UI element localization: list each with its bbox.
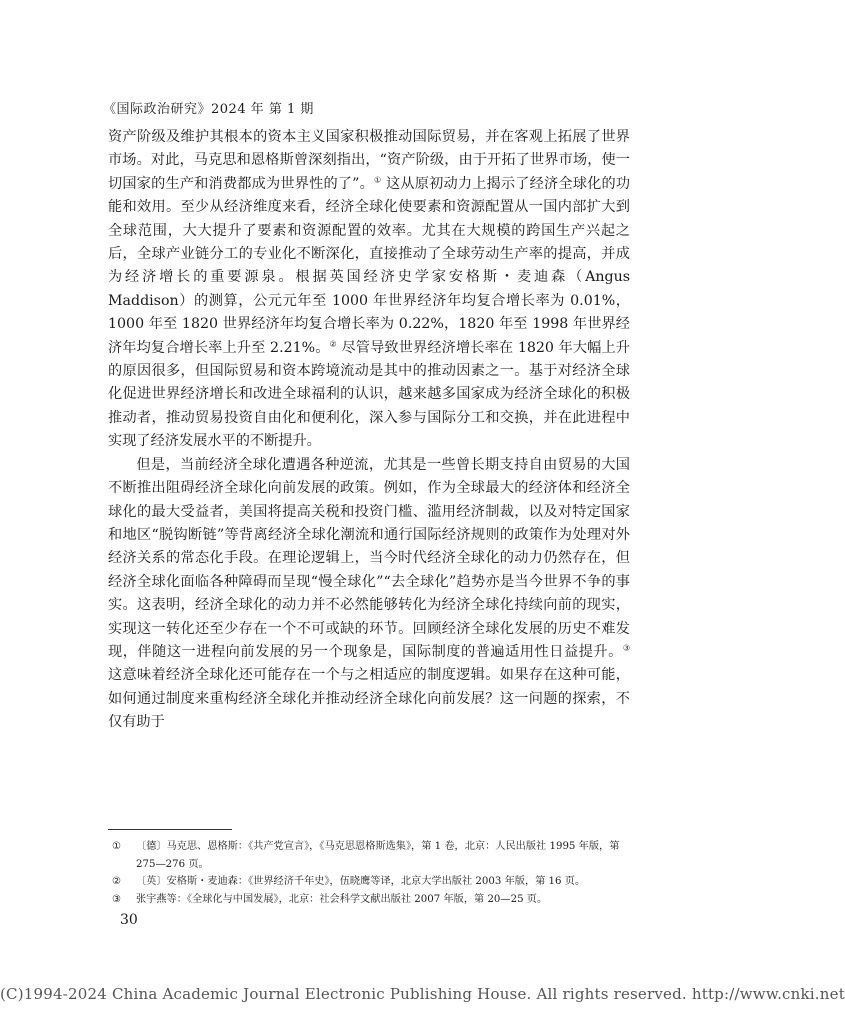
copyright-notice: (C)1994-2024 China Academic Journal Electronic Publishing House. All rights reserved. http://www.cnki.net	[0, 985, 845, 1003]
footnote-mark: ①	[112, 841, 122, 852]
paragraph-text: 尽管导致世界经济增长率在 1820 年大幅上升的原因很多，但国际贸易和资本跨境流动是其中的推动因素之一。基于对经济全球化促进世界经济增长和改进全球福利的认识，越来越多国家成为经济全球化的积极推动者，推动贸易投资自由化和便利化，深入参与国际分工和交换，并在此进程中实现了经济发展水平的不断提升。	[108, 339, 630, 450]
footnote-divider	[108, 829, 232, 830]
body-text	[108, 126, 630, 735]
paragraph-text: 这意味着经济全球化还可能存在一个与之相适应的制度逻辑。如果存在这种可能，如何通过制度来重构经济全球化并推动经济全球化向前发展？这一问题的探索，不仅有助于	[108, 667, 630, 731]
page-number: 30	[120, 912, 138, 928]
footnotes	[108, 838, 630, 908]
paragraph-text: 但是，当前经济全球化遭遇各种逆流，尤其是一些曾长期支持自由贸易的大国不断推出阻碍经济全球化向前发展的政策。例如，作为全球最大的经济体和经济全球化的最大受益者，美国将提高关税和投资门槛、滥用经济制裁，以及对特定国家和地区“脱钩断链”等背离经济全球化潮流和通行国际经济规则的政策作为处理对外经济关系的常态化手段。在理论逻辑上，当今时代经济全球化的动力仍然存在，但经济全球化面临各种障碍而呈现“慢全球化”“去全球化”趋势亦是当今世界不争的事实。这表明，经济全球化的动力并不必然能够转化为经济全球化持续向前的现实，实现这一转化还至少存在一个不可或缺的环节。回顾经济全球化发展的历史不难发现，伴随这一进程向前发展的另一个现象是，国际制度的普遍适用性日益提升。	[108, 456, 630, 660]
footnote-ref[interactable]: ①	[373, 175, 382, 185]
footnote-text: 〔德〕马克思、恩格斯：《共产党宣言》，《马克思恩格斯选集》，第 1 卷，北京：人民出版社 1995 年版，第 275—276 页。	[136, 841, 620, 870]
footnote-text: 〔英〕安格斯・麦迪森：《世界经济千年史》，伍晓鹰等译，北京大学出版社 2003 年版，第 16 页。	[136, 876, 586, 887]
paragraph-text: 这从原初动力上揭示了经济全球化的功能和效用。至少从经济维度来看，经济全球化使要素和资源配置从一国内部扩大到全球范围，大大提升了要素和资源配置的效率。尤其在大规模的跨国生产兴起之后，全球产业链分工的专业化不断深化，直接推动了全球劳动生产率的提高，并成为经济增长的重要源泉。根据英国经济史学家安格斯・麦迪森（Angus Maddison）的测算，公元元年至 1000 年世界经济年均复合增长率为 0.01%，1000 年至 1820 世界经济年均复合增长率为 0.22%，1820 年至 1998 年世界经济年均复合增长率上升至 2.21%。	[108, 175, 631, 356]
footnote-item	[108, 838, 630, 873]
footnote-item	[108, 891, 630, 909]
footnote-ref[interactable]: ②	[329, 338, 337, 348]
paragraph-text: 资产阶级及维护其根本的资本主义国家积极推动国际贸易，并在客观上拓展了世界市场。对此，马克思和恩格斯曾深刻指出，“资产阶级，由于开拓了世界市场，使一切国家的生产和消费都成为世界性的了”。	[108, 129, 630, 192]
running-header: 《国际政治研究》2024 年 第 1 期	[103, 102, 314, 117]
footnote-text: 张宇燕等：《全球化与中国发展》，北京：社会科学文献出版社 2007 年版，第 20—25 页。	[136, 893, 548, 905]
footnote-ref[interactable]: ③	[622, 643, 630, 653]
paragraph	[108, 126, 630, 454]
footnote-item	[108, 873, 630, 891]
footnote-mark: ②	[112, 876, 122, 887]
paragraph	[108, 454, 630, 735]
footnote-mark: ③	[112, 893, 122, 905]
